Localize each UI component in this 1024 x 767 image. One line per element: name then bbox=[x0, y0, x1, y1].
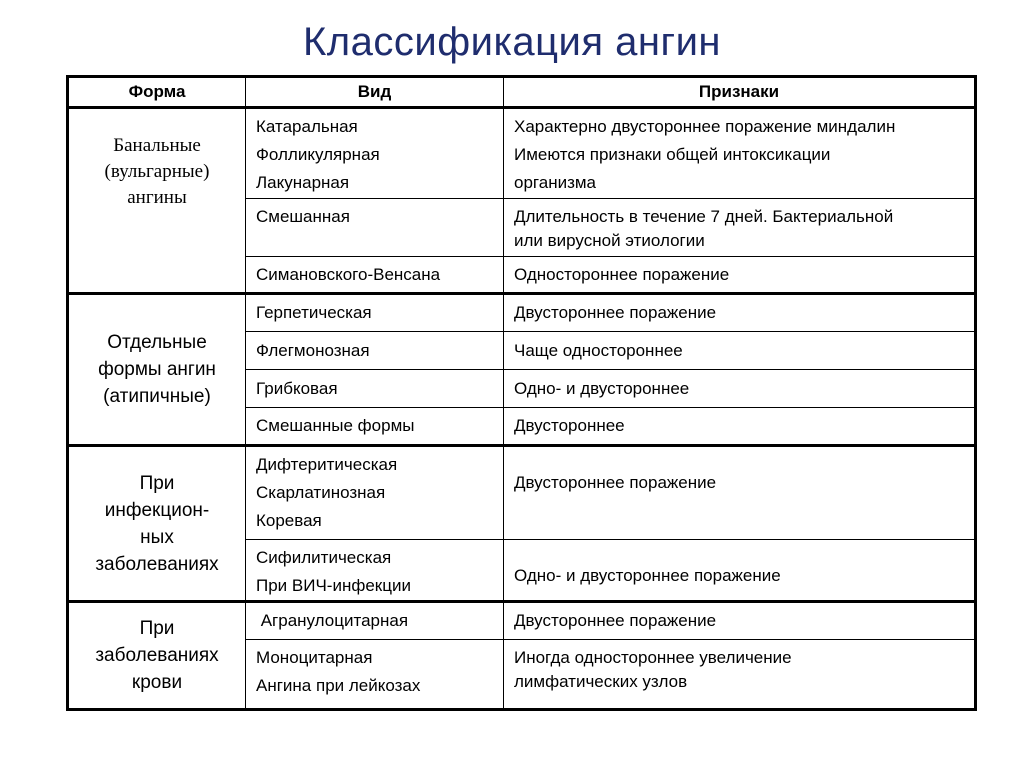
signs-cell bbox=[504, 602, 976, 640]
form-line: (вульгарные) bbox=[104, 161, 210, 182]
signs-line: Двустороннее поражение bbox=[514, 473, 717, 492]
form-cell-atypical bbox=[68, 294, 246, 446]
type-line: Дифтеритическая bbox=[256, 455, 398, 474]
type-line: Катаральная bbox=[256, 117, 358, 136]
form-line: заболеваниях bbox=[95, 645, 219, 666]
form-cell-blood bbox=[68, 602, 246, 710]
signs-line: Одно- и двустороннее bbox=[514, 378, 690, 398]
form-line: При bbox=[139, 472, 175, 494]
table-row bbox=[68, 446, 976, 540]
classification-table bbox=[66, 75, 977, 711]
form-line: Банальные bbox=[113, 135, 201, 156]
signs-cell bbox=[504, 446, 976, 540]
type-cell bbox=[246, 257, 504, 294]
type-line: Фолликулярная bbox=[256, 145, 380, 164]
form-line: ных bbox=[140, 526, 174, 548]
type-line: Симановского-Венсана bbox=[256, 264, 441, 284]
type-line: Коревая bbox=[256, 511, 322, 530]
type-line: Сифилитическая bbox=[256, 548, 392, 567]
signs-cell bbox=[504, 294, 976, 332]
type-cell bbox=[246, 199, 504, 257]
signs-cell bbox=[504, 199, 976, 257]
type-line: Смешанная bbox=[256, 207, 350, 226]
form-line: формы ангин bbox=[98, 359, 216, 380]
type-cell bbox=[246, 640, 504, 710]
signs-cell bbox=[504, 408, 976, 446]
form-cell-banal bbox=[68, 108, 246, 294]
form-line: При bbox=[139, 618, 175, 639]
signs-line: Характерно двустороннее поражение миндалин bbox=[514, 117, 896, 136]
type-line: Скарлатинозная bbox=[256, 483, 386, 502]
type-line: Агранулоцитарная bbox=[256, 611, 409, 630]
signs-cell bbox=[504, 370, 976, 408]
signs-line: или вирусной этиологии bbox=[514, 231, 705, 250]
signs-line: Длительность в течение 7 дней. Бактериальной bbox=[514, 207, 894, 226]
signs-cell bbox=[504, 108, 976, 199]
form-line: ангины bbox=[127, 187, 187, 208]
signs-line: Двустороннее поражение bbox=[514, 303, 717, 322]
signs-cell bbox=[504, 332, 976, 370]
signs-line: Иногда одностороннее увеличение bbox=[514, 648, 792, 667]
type-line: Моноцитарная bbox=[256, 648, 373, 667]
type-line: Флегмонозная bbox=[256, 340, 370, 360]
type-line: Герпетическая bbox=[256, 303, 372, 322]
form-line: заболеваниях bbox=[95, 553, 219, 575]
form-line: крови bbox=[131, 672, 183, 693]
type-cell bbox=[246, 540, 504, 602]
type-cell bbox=[246, 602, 504, 640]
type-cell bbox=[246, 294, 504, 332]
signs-line: организма bbox=[514, 173, 597, 192]
signs-line: лимфатических узлов bbox=[514, 672, 688, 691]
table-row bbox=[68, 294, 976, 332]
type-line: Смешанные формы bbox=[256, 416, 415, 435]
table-header-row bbox=[68, 77, 976, 108]
form-line: Отдельные bbox=[107, 332, 207, 353]
header-form: Форма bbox=[68, 77, 246, 108]
signs-cell bbox=[504, 257, 976, 294]
signs-line: Одностороннее поражение bbox=[514, 264, 730, 284]
form-cell-infectious bbox=[68, 446, 246, 602]
type-line: При ВИЧ-инфекции bbox=[256, 576, 411, 595]
signs-line: Чаще одностороннее bbox=[514, 340, 683, 360]
signs-cell bbox=[504, 540, 976, 602]
form-line: (атипичные) bbox=[103, 386, 211, 407]
type-cell bbox=[246, 370, 504, 408]
type-line: Ангина при лейкозах bbox=[256, 676, 421, 695]
table-row bbox=[68, 108, 976, 199]
signs-cell bbox=[504, 640, 976, 710]
signs-line: Имеются признаки общей интоксикации bbox=[514, 145, 831, 164]
header-type: Вид bbox=[246, 77, 504, 108]
type-cell bbox=[246, 332, 504, 370]
header-signs: Признаки bbox=[504, 77, 976, 108]
page-title: Классификация ангин bbox=[303, 20, 721, 64]
form-line: инфекцион- bbox=[104, 499, 210, 521]
table-row bbox=[68, 602, 976, 640]
type-cell bbox=[246, 408, 504, 446]
type-cell bbox=[246, 108, 504, 199]
signs-line: Двустороннее поражение bbox=[514, 611, 717, 630]
type-line: Грибковая bbox=[256, 378, 338, 398]
signs-line: Одно- и двустороннее поражение bbox=[514, 566, 781, 585]
signs-line: Двустороннее bbox=[514, 416, 625, 435]
type-line: Лакунарная bbox=[256, 173, 350, 192]
type-cell bbox=[246, 446, 504, 540]
